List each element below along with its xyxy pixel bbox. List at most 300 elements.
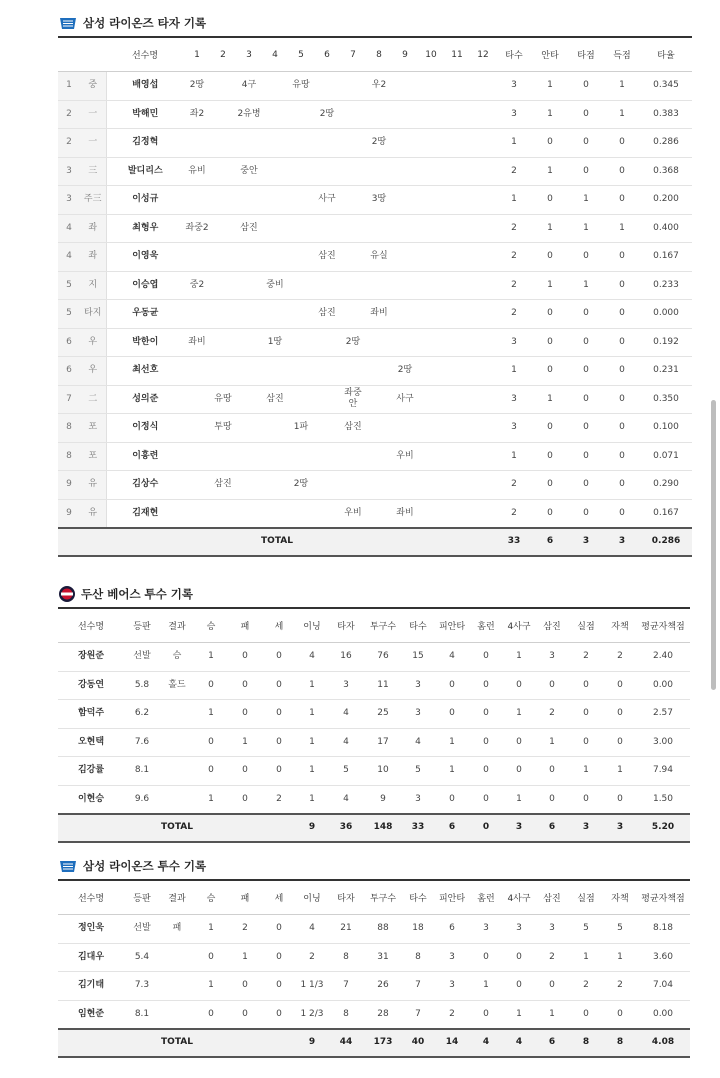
table-cell: 17 [364, 728, 402, 757]
table-cell: 9 [58, 471, 80, 500]
table-cell: 1 [532, 72, 568, 101]
table-cell: 0 [568, 300, 604, 329]
table-cell [314, 157, 340, 186]
table-cell [314, 328, 340, 357]
table-cell: 1 [228, 728, 262, 757]
total-value: 3 [568, 528, 604, 556]
table-cell [184, 186, 210, 215]
table-cell: 5 [402, 757, 434, 786]
total-value: 14 [434, 1029, 470, 1057]
table-cell: 0 [568, 1000, 604, 1029]
table-cell: 포 [80, 414, 106, 443]
column-header: 자책 [604, 608, 636, 643]
table-cell: 0 [262, 671, 296, 700]
table-cell: 0 [568, 671, 604, 700]
samsung-pitching-header [58, 853, 684, 879]
table-cell: 3 [58, 157, 80, 186]
column-header: 투구수 [364, 880, 402, 915]
table-row [58, 414, 692, 443]
column-header: 10 [418, 37, 444, 72]
column-header: 타율 [640, 37, 692, 72]
table-cell: 0 [568, 129, 604, 158]
table-cell: 1 [496, 129, 532, 158]
table-cell [340, 72, 366, 101]
table-cell [314, 414, 340, 443]
table-cell [470, 414, 496, 443]
table-cell: 1 [532, 157, 568, 186]
table-cell: 0.071 [640, 442, 692, 471]
table-cell [262, 100, 288, 129]
table-cell: 0 [228, 785, 262, 814]
table-cell [236, 129, 262, 158]
table-cell: 2 [496, 300, 532, 329]
table-cell [418, 471, 444, 500]
table-cell: 0 [228, 1000, 262, 1029]
table-cell: 1 [296, 671, 328, 700]
table-cell [392, 271, 418, 300]
table-cell: 0 [434, 700, 470, 729]
table-cell: 9 [364, 785, 402, 814]
doosan-pitching-title: 두산 베어스 투수 기록 [81, 587, 193, 601]
table-cell: 포 [80, 442, 106, 471]
table-cell [470, 300, 496, 329]
table-cell: 0 [568, 728, 604, 757]
table-cell: 0 [228, 972, 262, 1001]
table-cell: 5 [568, 915, 604, 944]
table-cell: 0 [568, 414, 604, 443]
table-cell: 3땅 [366, 186, 392, 215]
table-cell: 28 [364, 1000, 402, 1029]
total-value: 4 [470, 1029, 502, 1057]
table-cell: 0.192 [640, 328, 692, 357]
table-cell [262, 157, 288, 186]
table-cell [236, 385, 262, 414]
table-cell: 0.383 [640, 100, 692, 129]
table-cell: 26 [364, 972, 402, 1001]
table-cell: 3 [402, 785, 434, 814]
table-cell: 0 [568, 471, 604, 500]
column-header: 선수명 [106, 37, 184, 72]
table-row [58, 499, 692, 528]
table-cell: 4 [296, 915, 328, 944]
table-cell [210, 157, 236, 186]
table-row [58, 972, 690, 1001]
table-cell: 0 [532, 499, 568, 528]
table-cell: 2 [58, 129, 80, 158]
table-cell: 우 [80, 357, 106, 386]
table-cell [340, 471, 366, 500]
table-cell: 5.8 [124, 671, 160, 700]
total-value: 44 [328, 1029, 364, 1057]
total-row [58, 814, 690, 842]
table-cell: 6.2 [124, 700, 160, 729]
table-cell [160, 972, 194, 1001]
table-row [58, 186, 692, 215]
total-value: 5.20 [636, 814, 690, 842]
table-cell: 2 [496, 499, 532, 528]
table-cell: 2땅 [340, 328, 366, 357]
table-cell [444, 385, 470, 414]
table-cell: 0 [532, 243, 568, 272]
table-cell [314, 442, 340, 471]
table-cell: 0 [502, 757, 536, 786]
scrollbar[interactable] [711, 400, 716, 690]
table-cell: 우비 [340, 499, 366, 528]
table-cell [236, 271, 262, 300]
table-cell [418, 300, 444, 329]
total-label: TOTAL [58, 528, 496, 556]
table-cell [444, 300, 470, 329]
player-name: 김정혁 [106, 129, 184, 158]
table-cell: 좌중안 [340, 385, 366, 414]
table-cell: 4 [328, 785, 364, 814]
table-cell [418, 214, 444, 243]
table-cell [314, 499, 340, 528]
table-cell [366, 100, 392, 129]
column-header: 패 [228, 880, 262, 915]
table-cell: 3 [502, 915, 536, 944]
player-name: 김강률 [58, 757, 124, 786]
table-cell: 0 [532, 442, 568, 471]
table-cell: 3 [496, 385, 532, 414]
player-name: 오현택 [58, 728, 124, 757]
table-cell [210, 328, 236, 357]
table-cell: 5 [604, 915, 636, 944]
table-cell: 0 [604, 300, 640, 329]
table-cell [418, 499, 444, 528]
table-cell: 0 [604, 357, 640, 386]
table-cell [444, 157, 470, 186]
column-header: 타자 [328, 608, 364, 643]
table-cell: 0 [532, 186, 568, 215]
table-cell: 0 [532, 357, 568, 386]
samsung-pitching-title: 삼성 라이온즈 투수 기록 [83, 859, 207, 873]
table-cell: 0.100 [640, 414, 692, 443]
table-cell: 5 [328, 757, 364, 786]
table-cell: 좌 [80, 214, 106, 243]
table-cell: 0 [434, 785, 470, 814]
table-cell: 2 [496, 157, 532, 186]
player-name: 박한이 [106, 328, 184, 357]
table-cell: 좌비 [392, 499, 418, 528]
column-header: 3 [236, 37, 262, 72]
table-cell: 지 [80, 271, 106, 300]
table-cell: 0 [502, 943, 536, 972]
table-cell: 2.40 [636, 643, 690, 672]
table-cell: 선발 [124, 643, 160, 672]
samsung-batting-section [58, 10, 684, 557]
column-header: 승 [194, 608, 228, 643]
table-cell: 0 [228, 671, 262, 700]
table-cell [262, 186, 288, 215]
table-cell: 1 [194, 972, 228, 1001]
bears-logo-icon [58, 585, 76, 603]
table-cell: 0 [470, 700, 502, 729]
table-cell: 좌 [80, 243, 106, 272]
table-cell: 삼진 [262, 385, 288, 414]
table-cell: 一 [80, 100, 106, 129]
total-value: 8 [604, 1029, 636, 1057]
total-label: TOTAL [58, 814, 296, 842]
table-cell: 8 [402, 943, 434, 972]
table-cell [288, 271, 314, 300]
table-cell: 0 [532, 328, 568, 357]
player-name: 이정식 [106, 414, 184, 443]
table-cell [236, 300, 262, 329]
table-cell: 3 [58, 186, 80, 215]
table-cell: 1 [296, 700, 328, 729]
table-cell: 0 [568, 157, 604, 186]
table-cell: 0 [262, 943, 296, 972]
table-cell: 1 [502, 700, 536, 729]
table-cell: 3 [434, 972, 470, 1001]
table-cell: 0 [228, 643, 262, 672]
table-cell: 4 [58, 243, 80, 272]
table-cell [366, 328, 392, 357]
table-cell: 1 1/3 [296, 972, 328, 1001]
samsung-pitching-table [58, 879, 690, 1058]
table-cell: 0.00 [636, 1000, 690, 1029]
total-value: 4 [502, 1029, 536, 1057]
table-cell: 0 [502, 972, 536, 1001]
table-cell [444, 271, 470, 300]
table-cell: 76 [364, 643, 402, 672]
column-header: 12 [470, 37, 496, 72]
table-cell: 중안 [236, 157, 262, 186]
table-cell: 2땅 [392, 357, 418, 386]
table-cell: 1 [568, 186, 604, 215]
table-cell [340, 243, 366, 272]
table-cell [288, 357, 314, 386]
table-cell [418, 442, 444, 471]
table-cell [288, 129, 314, 158]
column-header: 삼진 [536, 880, 568, 915]
table-cell: 1 [604, 214, 640, 243]
table-row [58, 700, 690, 729]
table-cell: 0.00 [636, 671, 690, 700]
table-cell [418, 385, 444, 414]
table-cell: 1 [194, 643, 228, 672]
samsung-batting-header [58, 10, 684, 36]
table-cell: 0 [604, 129, 640, 158]
table-cell: 0 [568, 328, 604, 357]
table-cell: 0.345 [640, 72, 692, 101]
table-cell: 0 [604, 271, 640, 300]
table-cell [470, 72, 496, 101]
table-cell: 0 [262, 757, 296, 786]
table-cell [288, 214, 314, 243]
column-header: 패 [228, 608, 262, 643]
table-row [58, 357, 692, 386]
player-name: 최선호 [106, 357, 184, 386]
column-header: 승 [194, 880, 228, 915]
table-cell: 1 [532, 214, 568, 243]
table-cell [160, 1000, 194, 1029]
player-name: 배영섭 [106, 72, 184, 101]
table-cell: 1 [496, 186, 532, 215]
table-cell: 삼진 [314, 243, 340, 272]
table-cell: 0 [532, 414, 568, 443]
table-cell: 삼진 [210, 471, 236, 500]
player-name: 이현승 [58, 785, 124, 814]
table-cell [314, 357, 340, 386]
table-cell [392, 186, 418, 215]
table-cell: 1 [532, 271, 568, 300]
table-cell: 9.6 [124, 785, 160, 814]
table-cell: 패 [160, 915, 194, 944]
table-cell: 0 [604, 671, 636, 700]
column-header: 4사구 [502, 880, 536, 915]
table-cell [418, 72, 444, 101]
table-cell: 0 [502, 728, 536, 757]
total-value: 6 [536, 1029, 568, 1057]
table-cell [340, 300, 366, 329]
table-cell: 2 [228, 915, 262, 944]
table-cell [470, 186, 496, 215]
table-cell: 0.350 [640, 385, 692, 414]
table-cell: 2 [296, 943, 328, 972]
table-cell [236, 471, 262, 500]
table-cell: 7 [402, 1000, 434, 1029]
total-value: 40 [402, 1029, 434, 1057]
table-row [58, 442, 692, 471]
table-cell [470, 328, 496, 357]
table-cell [366, 442, 392, 471]
table-cell [366, 499, 392, 528]
table-cell [392, 157, 418, 186]
table-cell: 二 [80, 385, 106, 414]
total-value: 36 [328, 814, 364, 842]
table-cell: 0 [434, 671, 470, 700]
table-cell: 3 [434, 943, 470, 972]
table-cell: 2 [496, 214, 532, 243]
table-cell [210, 300, 236, 329]
table-cell: 1 [604, 100, 640, 129]
table-cell [210, 129, 236, 158]
table-cell [470, 357, 496, 386]
table-cell [418, 186, 444, 215]
player-name: 이승엽 [106, 271, 184, 300]
table-cell [262, 442, 288, 471]
table-cell: 2 [496, 243, 532, 272]
table-cell [470, 214, 496, 243]
table-cell: 1 [496, 442, 532, 471]
table-cell: 7 [402, 972, 434, 1001]
table-cell: 승 [160, 643, 194, 672]
column-header: 4사구 [502, 608, 536, 643]
table-cell: 0 [262, 915, 296, 944]
column-header: 1 [184, 37, 210, 72]
table-cell: 3 [470, 915, 502, 944]
table-cell [236, 186, 262, 215]
table-cell: 3 [496, 100, 532, 129]
total-value: 0.286 [640, 528, 692, 556]
table-cell [470, 157, 496, 186]
table-cell: 0 [536, 671, 568, 700]
column-header: 안타 [532, 37, 568, 72]
table-cell [236, 414, 262, 443]
table-cell [444, 442, 470, 471]
player-name: 함덕주 [58, 700, 124, 729]
table-cell: 0 [568, 442, 604, 471]
table-cell [392, 300, 418, 329]
table-cell: 16 [328, 643, 364, 672]
table-cell: 1.50 [636, 785, 690, 814]
column-header: 자책 [604, 880, 636, 915]
table-cell: 1 [568, 271, 604, 300]
table-cell [288, 300, 314, 329]
table-cell: 유땅 [210, 385, 236, 414]
table-cell: 9 [58, 499, 80, 528]
table-cell [444, 471, 470, 500]
table-row [58, 785, 690, 814]
table-cell: 4 [402, 728, 434, 757]
table-cell [160, 700, 194, 729]
table-cell: 1 [58, 72, 80, 101]
column-header: 11 [444, 37, 470, 72]
table-cell: 2 [604, 643, 636, 672]
table-cell: 사구 [392, 385, 418, 414]
column-header: 타수 [496, 37, 532, 72]
table-cell [262, 72, 288, 101]
table-cell: 5.4 [124, 943, 160, 972]
column-header: 5 [288, 37, 314, 72]
table-cell: 0 [568, 100, 604, 129]
table-cell: 0 [194, 728, 228, 757]
table-cell: 1 [532, 100, 568, 129]
lions-logo-icon [58, 17, 78, 30]
samsung-batting-table [58, 36, 692, 557]
table-cell: 4구 [236, 72, 262, 101]
table-cell: 0 [604, 499, 640, 528]
total-value: 0 [470, 814, 502, 842]
table-cell [210, 243, 236, 272]
table-cell: 0.000 [640, 300, 692, 329]
table-row [58, 757, 690, 786]
table-cell [288, 186, 314, 215]
table-cell [314, 129, 340, 158]
table-cell [210, 271, 236, 300]
table-cell: 0 [604, 243, 640, 272]
table-cell [392, 214, 418, 243]
table-cell: 1 [434, 728, 470, 757]
table-row [58, 943, 690, 972]
table-cell [470, 442, 496, 471]
table-cell: 2 [434, 1000, 470, 1029]
table-cell: 0 [604, 414, 640, 443]
table-cell: 2 [58, 100, 80, 129]
table-cell: 1 [194, 700, 228, 729]
table-cell [366, 157, 392, 186]
table-cell: 0.167 [640, 499, 692, 528]
total-value: 3 [604, 528, 640, 556]
table-cell: 0 [604, 700, 636, 729]
table-cell: 0 [194, 671, 228, 700]
table-cell [366, 357, 392, 386]
total-value: 173 [364, 1029, 402, 1057]
table-cell [184, 499, 210, 528]
table-cell: 1 [470, 972, 502, 1001]
player-name: 발디리스 [106, 157, 184, 186]
table-cell [236, 243, 262, 272]
table-row [58, 1000, 690, 1029]
table-cell: 1 [536, 1000, 568, 1029]
table-cell: 0 [470, 728, 502, 757]
table-cell: 8 [58, 414, 80, 443]
table-cell: 4 [328, 728, 364, 757]
table-cell: 7.04 [636, 972, 690, 1001]
table-cell [160, 943, 194, 972]
